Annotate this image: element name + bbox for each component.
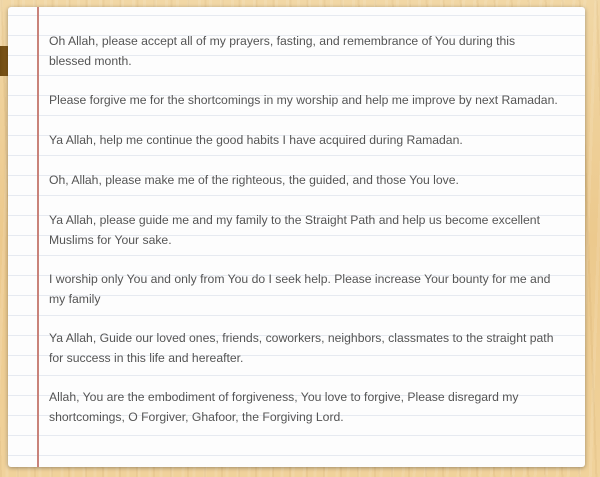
notebook-page [8, 7, 585, 467]
prayer-item-forgiveness: Allah, You are the embodiment of forgiveness, You love to forgive, Please disregard my shortcomings, O Forgiver, Ghafoor, the Forgiving Lord. [49, 390, 519, 424]
prayer-list [49, 31, 559, 446]
prayer-item-righteous: Oh, Allah, please make me of the righteous, the guided, and those You love. [49, 173, 459, 187]
prayer-item-worship: I worship only You and only from You do I seek help. Please increase Your bounty for me and my family [49, 272, 551, 306]
prayer-item-straight-path: Ya Allah, please guide me and my family to the Straight Path and help us become excellent Muslims for Your sake. [49, 213, 540, 247]
prayer-item-accept: Oh Allah, please accept all of my prayers, fasting, and remembrance of You during this blessed month. [49, 34, 516, 68]
prayer-item-good-habits: Ya Allah, help me continue the good habits I have acquired during Ramadan. [49, 133, 463, 147]
prayer-item-loved-ones: Ya Allah, Guide our loved ones, friends, coworkers, neighbors, classmates to the straight path for success in this life and hereafter. [49, 331, 554, 365]
margin-line [37, 7, 39, 467]
prayer-item-forgive: Please forgive me for the shortcomings in my worship and help me improve by next Ramadan. [49, 93, 558, 107]
